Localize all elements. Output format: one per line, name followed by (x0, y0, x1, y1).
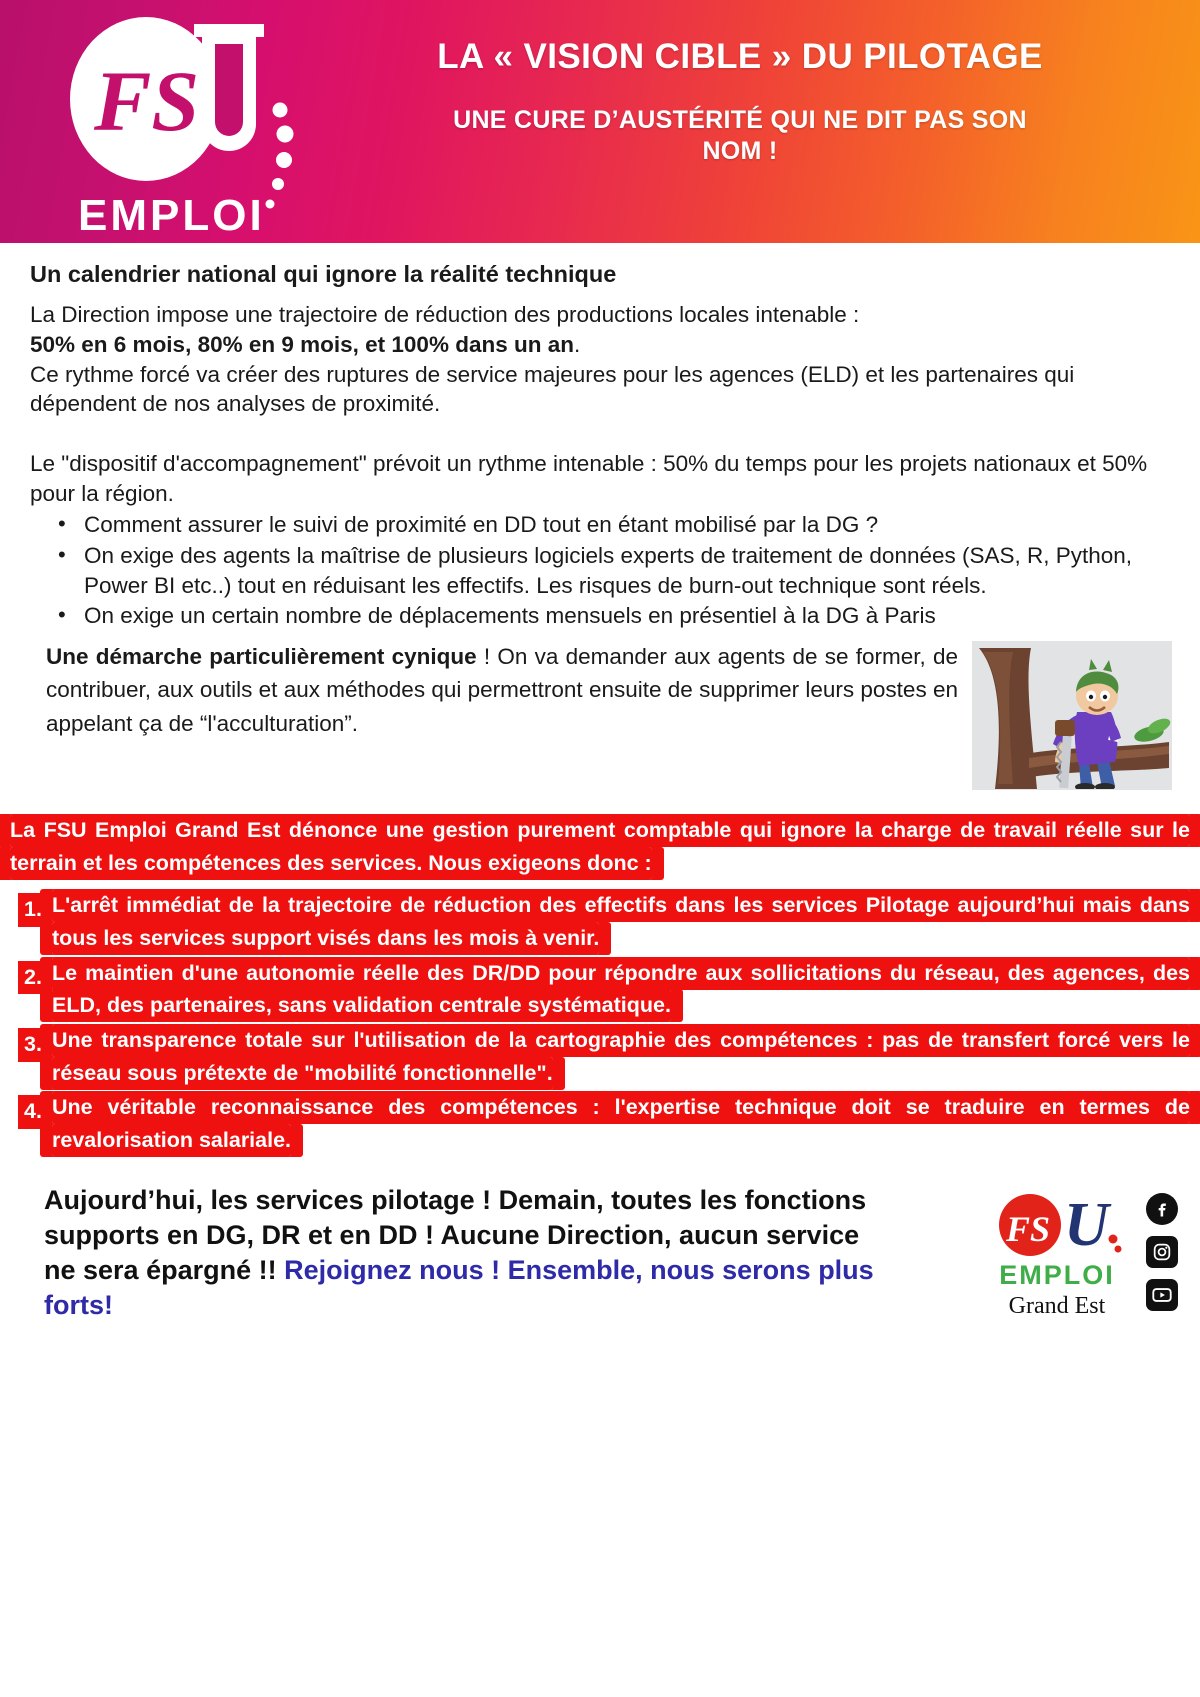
paragraph-trajectory (30, 300, 1172, 359)
cynical-block (30, 640, 1172, 792)
page-subtitle: UNE CURE D’AUSTÉRITÉ QUI NE DIT PAS SON NOM ! (453, 105, 1027, 165)
demand-item-text: L'arrêt immédiat de la trajectoire de réduction des effectifs dans les services Pilotage aujourd’hui mais dans tous les services support visés dans les mois à venir. (52, 889, 1190, 955)
bullet-list (30, 510, 1172, 631)
facebook-icon[interactable] (1146, 1193, 1178, 1225)
footer-brand-group (982, 1183, 1178, 1321)
demand-item-text: Une transparence totale sur l'utilisation de la cartographie des compétences : pas de transfert forcé vers le réseau sous prétexte de "mobilité fonctionnelle". (52, 1024, 1190, 1090)
social-links (1146, 1189, 1178, 1311)
footer-call-to-action (44, 1183, 884, 1323)
logo-region-label: Grand Est (1008, 1293, 1106, 1320)
list-item: • On exige des agents la maîtrise de plusieurs logiciels experts de traitement de données (SAS, R, Python, Power BI etc..) tout en réduisant les effectifs. Les risques de burn-out technique sont réels. (80, 541, 1172, 600)
man-sawing-branch-cartoon (972, 641, 1172, 790)
footer (0, 1183, 1200, 1323)
header-banner (0, 0, 1200, 243)
svg-text:U: U (1064, 1190, 1109, 1259)
fsu-emploi-logo (34, 14, 314, 236)
footer-warning-text: Aujourd’hui, les services pilotage ! Demain, toutes les fonctions supports en DG, DR et en DD ! Aucune Direction, aucun service ne sera épargné !! (44, 1184, 867, 1285)
paragraph-ruptures: Ce rythme forcé va créer des ruptures de service majeures pour les agences (ELD) et les partenaires qui dépendent de nos analyses de proximité. (30, 361, 1075, 417)
paragraph-trajectory-lead: La Direction impose une trajectoire de réduction des productions locales intenable : (30, 302, 860, 328)
demand-item-3 (18, 1024, 1190, 1089)
paragraph-trajectory-figures: 50% en 6 mois, 80% en 9 mois, et 100% dans un an (30, 331, 574, 357)
demand-item-4 (18, 1091, 1190, 1156)
header-title-group (420, 36, 1060, 167)
list-item: • Comment assurer le suivi de proximité en DD tout en étant mobilisé par la DG ? (80, 510, 1172, 540)
paragraph-spacer (30, 419, 1172, 449)
document-body (0, 260, 1200, 792)
section-heading: Un calendrier national qui ignore la réalité technique (30, 261, 617, 287)
cynical-lead: Une démarche particulièrement cynique (46, 644, 477, 670)
instagram-icon[interactable] (1146, 1236, 1178, 1268)
paragraph-dispositif: Le "dispositif d'accompagnement" prévoit un rythme intenable : 50% du temps pour les projets nationaux et 50% pour la région. (30, 450, 1148, 506)
logo-emploi-label: EMPLOI (999, 1259, 1115, 1290)
demand-item-text: Une véritable reconnaissance des compétences : l'expertise technique doit se traduire en termes de revalorisation salariale. (52, 1091, 1190, 1157)
demand-item-2 (18, 957, 1190, 1022)
demand-item-1 (18, 889, 1190, 954)
cynical-rest: ! On va demander aux agents de se former, de contribuer, aux outils et aux méthodes qui permettront ensuite de supprimer leurs postes en appelant ça de “l'acculturation”. (46, 644, 958, 736)
demands-intro (10, 814, 1190, 879)
svg-text:EMPLOI: EMPLOI (78, 191, 265, 236)
footer-join-text: Rejoignez nous ! Ensemble, nous serons plus forts! (44, 1254, 874, 1321)
demands-intro-text: La FSU Emploi Grand Est dénonce une gestion purement comptable qui ignore la charge de travail réelle sur le terrain et les compétences des services. Nous exigeons donc : (10, 814, 1190, 880)
fsu-emploi-grand-est-logo (982, 1189, 1132, 1321)
svg-text:FS: FS (94, 53, 200, 149)
page-title: LA « VISION CIBLE » DU PILOTAGE (437, 37, 1043, 76)
youtube-icon[interactable] (1146, 1279, 1178, 1311)
paragraph-trajectory-period: . (573, 331, 581, 357)
list-item: • On exige un certain nombre de déplacements mensuels en présentiel à la DG à Paris (80, 601, 1172, 631)
demands-block (10, 814, 1190, 1157)
demand-item-text: Le maintien d'une autonomie réelle des DR/DD pour répondre aux sollicitations du réseau, des agences, des ELD, des partenaires, sans validation centrale systématique. (52, 957, 1190, 1023)
svg-text:FS: FS (1006, 1208, 1051, 1249)
demands-list (10, 889, 1190, 1156)
